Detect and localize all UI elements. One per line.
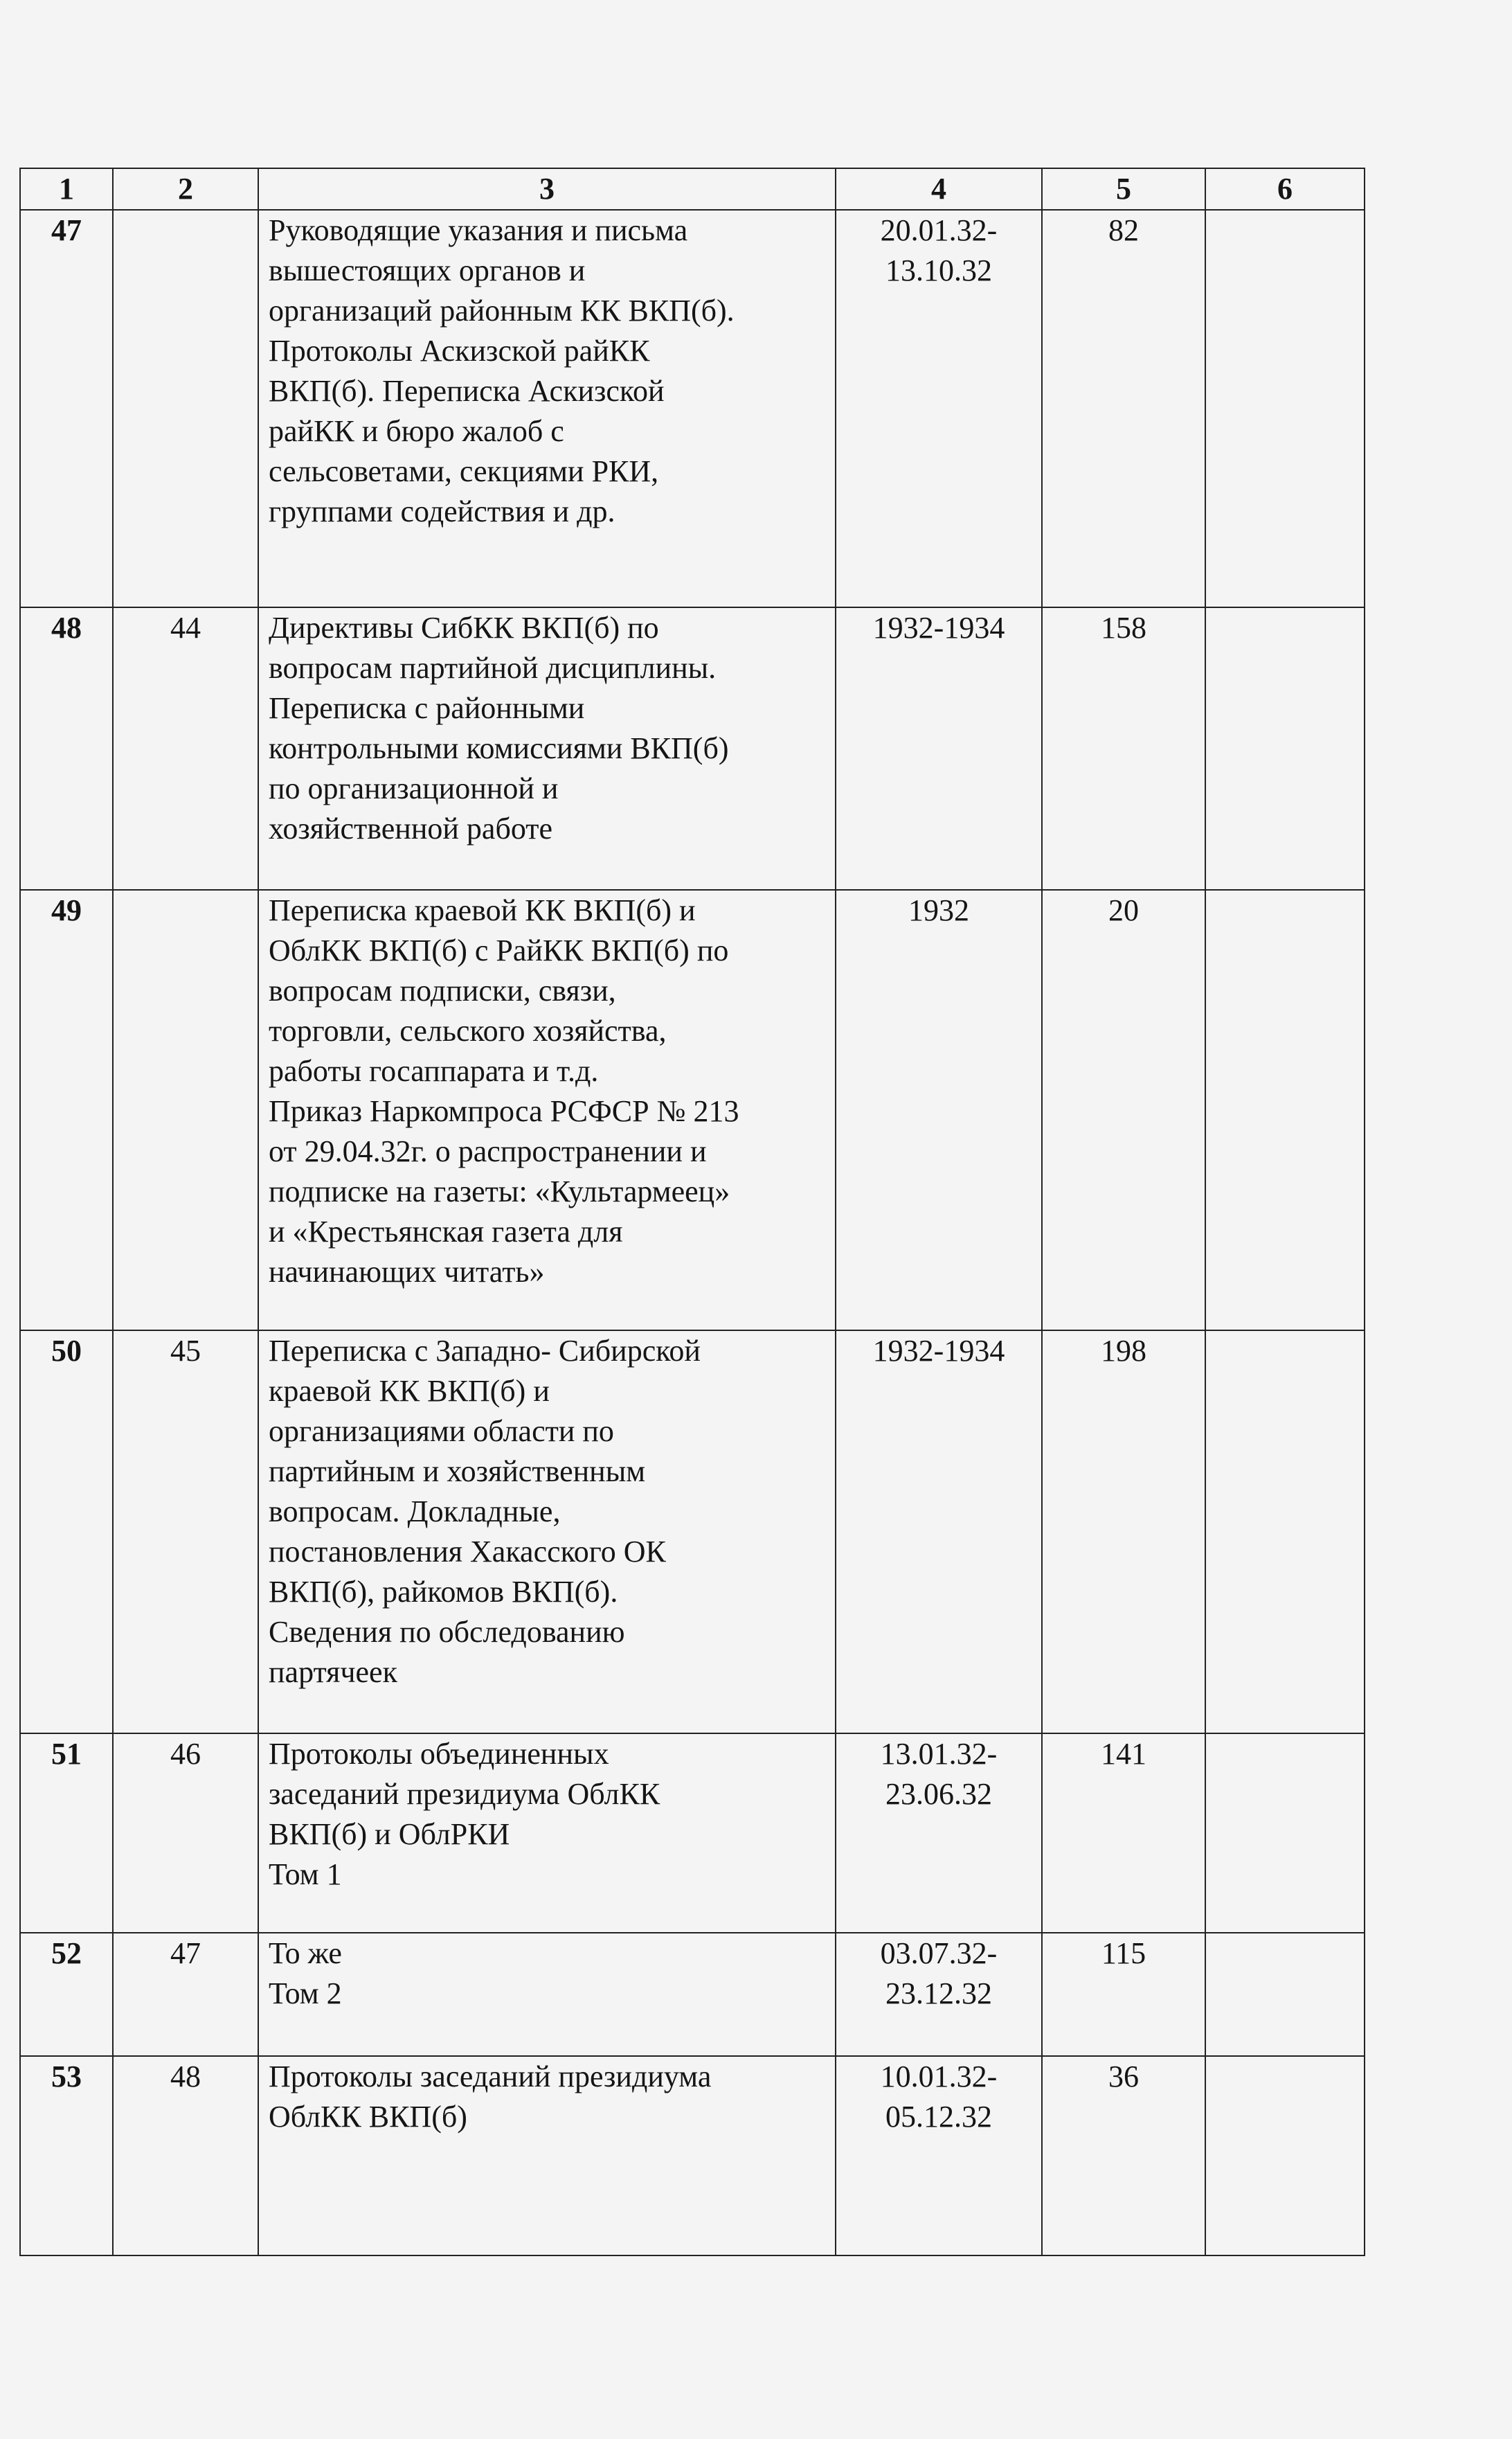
header-col-2: 2 [113, 168, 258, 210]
sheet-count: 198 [1042, 1330, 1205, 1733]
date-line: 23.12.32 [885, 1976, 992, 2010]
record-note [1205, 2056, 1365, 2255]
title-line: Переписка с Западно- Сибирской [269, 1334, 701, 1368]
header-col-6: 6 [1205, 168, 1365, 210]
date-line: 13.10.32 [885, 253, 992, 287]
sheet-count: 20 [1042, 890, 1205, 1330]
record-number: 50 [20, 1330, 113, 1733]
record-note [1205, 890, 1365, 1330]
title-line: группами содействия и др. [269, 494, 615, 528]
title-line: по организационной и [269, 771, 559, 805]
title-line: Переписка краевой КК ВКП(б) и [269, 893, 696, 927]
table-row [20, 210, 1365, 607]
record-dates [836, 607, 1042, 890]
table-row [20, 1733, 1365, 1933]
title-line: Протоколы заседаний президиума [269, 2060, 712, 2093]
old-record-number [113, 210, 258, 607]
title-line: Руководящие указания и письма [269, 213, 688, 247]
table-row [20, 1933, 1365, 2056]
date-line: 10.01.32- [880, 2060, 998, 2093]
title-line: Протоколы объединенных [269, 1737, 609, 1771]
title-line: Том 2 [269, 1976, 342, 2010]
record-number: 47 [20, 210, 113, 607]
header-col-3: 3 [258, 168, 836, 210]
record-title [258, 1733, 836, 1933]
header-row [20, 168, 1365, 210]
title-line: вопросам подписки, связи, [269, 974, 616, 1008]
table-row [20, 1330, 1365, 1733]
title-line: Переписка с районными [269, 691, 585, 725]
record-title [258, 890, 836, 1330]
record-note [1205, 1330, 1365, 1733]
record-title [258, 1933, 836, 2056]
title-line: Протоколы Аскизской райКК [269, 334, 650, 368]
record-number: 49 [20, 890, 113, 1330]
old-record-number: 45 [113, 1330, 258, 1733]
record-dates [836, 890, 1042, 1330]
table-row [20, 607, 1365, 890]
title-line: ВКП(б). Переписка Аскизской [269, 374, 665, 408]
title-line: начинающих читать» [269, 1255, 545, 1289]
date-line: 05.12.32 [885, 2100, 992, 2134]
title-line: ВКП(б) и ОблРКИ [269, 1817, 510, 1851]
title-line: Приказ Наркомпроса РСФСР № 213 [269, 1094, 739, 1128]
sheet-count: 36 [1042, 2056, 1205, 2255]
title-line: организациями области по [269, 1414, 614, 1448]
record-title [258, 607, 836, 890]
date-line: 1932 [908, 893, 969, 927]
title-line: Том 1 [269, 1857, 342, 1891]
title-line: постановления Хакасского ОК [269, 1535, 666, 1569]
title-line: Сведения по обследованию [269, 1615, 625, 1649]
old-record-number: 47 [113, 1933, 258, 2056]
title-line: работы госаппарата и т.д. [269, 1054, 599, 1088]
title-line: краевой КК ВКП(б) и [269, 1374, 550, 1408]
title-line: ОблКК ВКП(б) с РайКК ВКП(б) по [269, 933, 729, 967]
table-row [20, 890, 1365, 1330]
date-line: 1932-1934 [872, 1334, 1005, 1368]
old-record-number [113, 890, 258, 1330]
record-dates [836, 2056, 1042, 2255]
title-line: вопросам. Докладные, [269, 1494, 561, 1528]
title-line: То же [269, 1936, 342, 1970]
record-note [1205, 1733, 1365, 1933]
title-line: организаций районным КК ВКП(б). [269, 294, 735, 328]
header-col-4: 4 [836, 168, 1042, 210]
record-dates [836, 1733, 1042, 1933]
title-line: партийным и хозяйственным [269, 1454, 646, 1488]
title-line: хозяйственной работе [269, 812, 553, 846]
record-dates [836, 210, 1042, 607]
record-title [258, 2056, 836, 2255]
sheet-count: 141 [1042, 1733, 1205, 1933]
date-line: 13.01.32- [880, 1737, 998, 1771]
header-col-5: 5 [1042, 168, 1205, 210]
title-line: торговли, сельского хозяйства, [269, 1014, 667, 1048]
title-line: и «Крестьянская газета для [269, 1215, 623, 1249]
title-line: ВКП(б), райкомов ВКП(б). [269, 1575, 618, 1609]
title-line: райКК и бюро жалоб с [269, 414, 564, 448]
date-line: 03.07.32- [880, 1936, 998, 1970]
old-record-number: 46 [113, 1733, 258, 1933]
record-dates [836, 1933, 1042, 2056]
old-record-number: 44 [113, 607, 258, 890]
record-note [1205, 607, 1365, 890]
title-line: ОблКК ВКП(б) [269, 2100, 467, 2134]
title-line: заседаний президиума ОблКК [269, 1777, 660, 1811]
record-dates [836, 1330, 1042, 1733]
record-number: 53 [20, 2056, 113, 2255]
title-line: подписке на газеты: «Культармеец» [269, 1174, 730, 1208]
title-line: партячеек [269, 1655, 397, 1689]
record-number: 51 [20, 1733, 113, 1933]
title-line: контрольными комиссиями ВКП(б) [269, 731, 729, 765]
title-line: Директивы СибКК ВКП(б) по [269, 611, 659, 645]
title-line: сельсоветами, секциями РКИ, [269, 454, 659, 488]
header-col-1: 1 [20, 168, 113, 210]
table-row [20, 2056, 1365, 2255]
record-title [258, 210, 836, 607]
record-number: 52 [20, 1933, 113, 2056]
title-line: вопросам партийной дисциплины. [269, 651, 717, 685]
inventory-table [19, 168, 1365, 2256]
record-note [1205, 210, 1365, 607]
record-number: 48 [20, 607, 113, 890]
title-line: от 29.04.32г. о распространении и [269, 1134, 707, 1168]
record-title [258, 1330, 836, 1733]
date-line: 23.06.32 [885, 1777, 992, 1811]
date-line: 20.01.32- [880, 213, 998, 247]
sheet-count: 115 [1042, 1933, 1205, 2056]
record-note [1205, 1933, 1365, 2056]
date-line: 1932-1934 [872, 611, 1005, 645]
title-line: вышестоящих органов и [269, 253, 586, 287]
sheet-count: 158 [1042, 607, 1205, 890]
old-record-number: 48 [113, 2056, 258, 2255]
sheet-count: 82 [1042, 210, 1205, 607]
